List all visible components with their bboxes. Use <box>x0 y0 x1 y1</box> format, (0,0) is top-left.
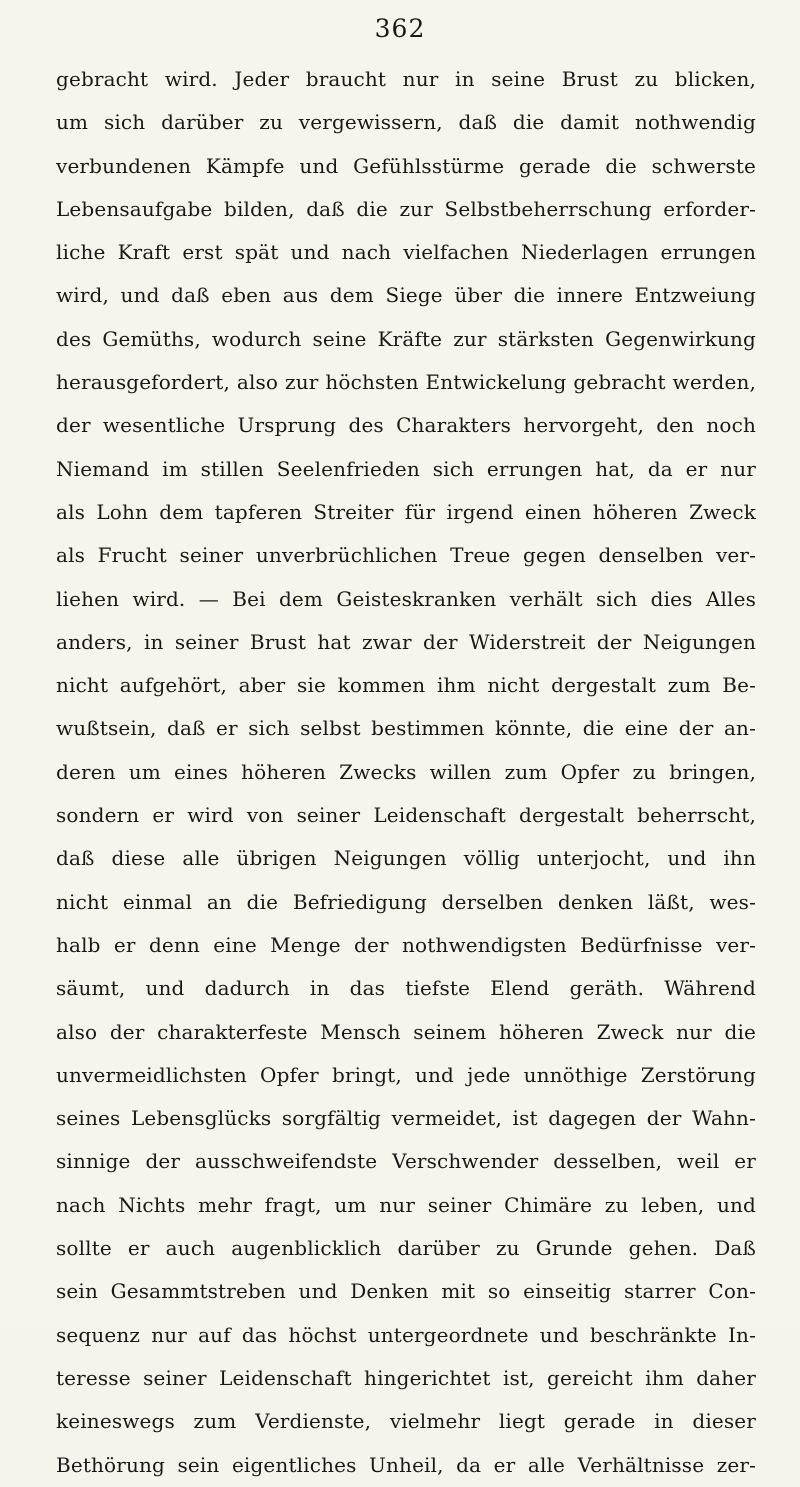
text-line: Bethörung sein eigentliches Unheil, da er alle Verhältnisse zer- <box>56 1452 756 1477</box>
text-line: teresse seiner Leidenschaft hingerichtet ist, gereicht ihm daher <box>56 1365 756 1390</box>
text-line: nicht aufgehört, aber sie kommen ihm nicht dergestalt zum Be- <box>56 673 756 698</box>
text-line: Lebensaufgabe bilden, daß die zur Selbstbeherrschung erforder- <box>56 196 756 221</box>
text-line: liche Kraft erst spät und nach vielfachen Niederlagen errungen <box>56 240 756 265</box>
text-line: verbundenen Kämpfe und Gefühlsstürme gerade die schwerste <box>56 153 756 178</box>
text-line: nicht einmal an die Befriedigung derselben denken läßt, wes- <box>56 889 756 914</box>
text-line: wußtsein, daß er sich selbst bestimmen könnte, die eine der an- <box>56 716 756 741</box>
text-line: als Lohn dem tapferen Streiter für irgend einen höheren Zweck <box>56 499 756 524</box>
text-line: keineswegs zum Verdienste, vielmehr liegt gerade in dieser <box>56 1409 756 1434</box>
text-line: sinnige der ausschweifendste Verschwender desselben, weil er <box>56 1149 756 1174</box>
text-line: liehen wird. — Bei dem Geisteskranken verhält sich dies Alles <box>56 586 756 611</box>
text-line: sollte er auch augenblicklich darüber zu Grunde gehen. Daß <box>56 1236 756 1261</box>
text-line: nach Nichts mehr fragt, um nur seiner Chimäre zu leben, und <box>56 1192 756 1217</box>
text-line: halb er denn eine Menge der nothwendigsten Bedürfnisse ver- <box>56 932 756 957</box>
text-line: als Frucht seiner unverbrüchlichen Treue gegen denselben ver- <box>56 543 756 568</box>
text-line: gebracht wird. Jeder braucht nur in seine Brust zu blicken, <box>56 67 756 91</box>
page-number: 362 <box>374 14 426 43</box>
text-line: also der charakterfeste Mensch seinem höheren Zweck nur die <box>56 1019 756 1044</box>
text-line: säumt, und dadurch in das tiefste Elend geräth. Während <box>56 976 756 1001</box>
text-line: deren um eines höheren Zwecks willen zum Opfer zu bringen, <box>56 759 756 784</box>
text-line: wird, und daß eben aus dem Siege über die innere Entzweiung <box>56 283 756 308</box>
text-line: Niemand im stillen Seelenfrieden sich errungen hat, da er nur <box>56 456 756 481</box>
text-line: sequenz nur auf das höchst untergeordnete und beschränkte In- <box>56 1322 756 1347</box>
text-line: des Gemüths, wodurch seine Kräfte zur stärksten Gegenwirkung <box>56 326 756 351</box>
text-line: daß diese alle übrigen Neigungen völlig unterjocht, und ihn <box>56 846 756 871</box>
text-line: sein Gesammtstreben und Denken mit so einseitig starrer Con- <box>56 1279 756 1304</box>
text-line: seines Lebensglücks sorgfältig vermeidet, ist dagegen der Wahn- <box>56 1106 756 1131</box>
text-line: anders, in seiner Brust hat zwar der Widerstreit der Neigungen <box>56 629 756 654</box>
body-text <box>56 58 756 1487</box>
text-line: der wesentliche Ursprung des Charakters hervorgeht, den noch <box>56 413 756 438</box>
text-line: sondern er wird von seiner Leidenschaft dergestalt beherrscht, <box>56 803 756 828</box>
text-line: herausgefordert, also zur höchsten Entwickelung gebracht werden, <box>56 370 756 395</box>
text-line: unvermeidlichsten Opfer bringt, und jede unnöthige Zerstörung <box>56 1062 756 1087</box>
text-line: um sich darüber zu vergewissern, daß die damit nothwendig <box>56 110 756 135</box>
